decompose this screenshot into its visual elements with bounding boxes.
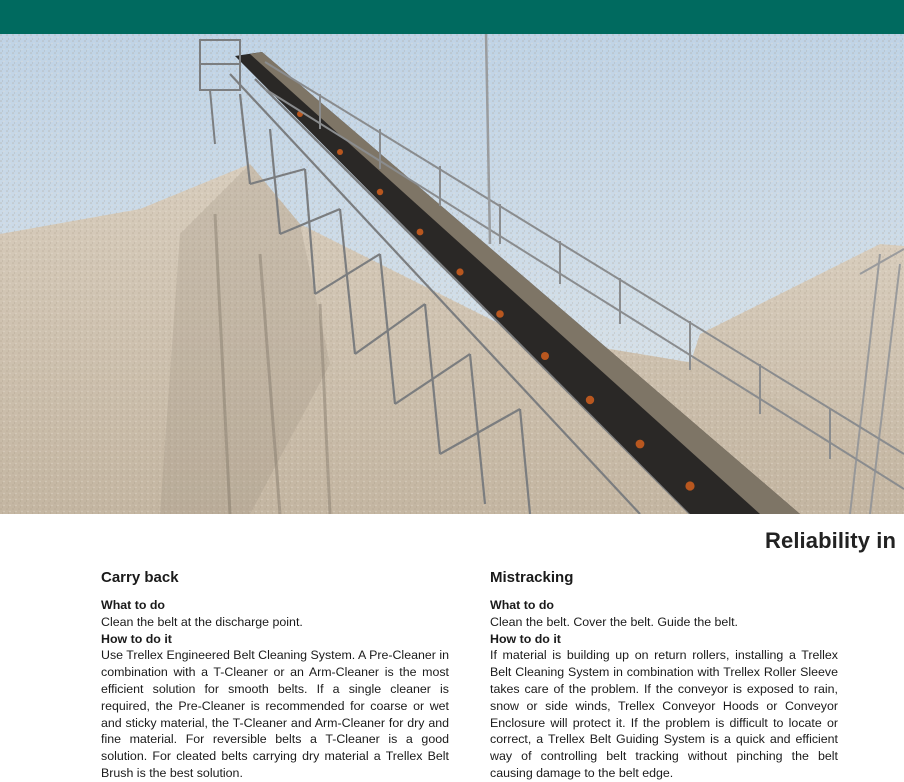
section-title: Carry back (101, 569, 179, 586)
what-to-do-label: What to do (101, 598, 165, 612)
carry-back-section (101, 568, 449, 782)
section-title: Mistracking (490, 569, 574, 586)
top-color-bar (0, 0, 904, 34)
what-to-do-text: Clean the belt. Cover the belt. Guide the belt. (490, 614, 738, 629)
page-headline: Reliability in (765, 528, 896, 553)
mistracking-section (490, 568, 838, 782)
how-to-do-it-text: If material is building up on return rollers, installing a Trellex Belt Cleaning System in combination with Trellex Roller Sleeve takes care of the problem. If the conveyor is exposed to rain, snow or side winds, Trellex Conveyor Hoods or Conveyor Enclosure will protect it. If the problem is difficult to locate or correct, a Trellex Belt Guiding System is a quick and efficient way of controlling belt tracking without pinching the belt causing damage to the belt edge. (490, 648, 838, 780)
how-to-do-it-label: How to do it (490, 631, 561, 646)
conveyor-photo (0, 34, 904, 514)
what-to-do-text: Clean the belt at the discharge point. (101, 614, 303, 629)
how-to-do-it-label: How to do it (101, 631, 172, 646)
what-to-do-label: What to do (490, 598, 554, 612)
how-to-do-it-text: Use Trellex Engineered Belt Cleaning System. A Pre-Cleaner in combination with a T-Cleaner or an Arm-Cleaner is the most efficient solution for smooth belts. If a single cleaner is required, the Pre-Cleaner is recommended for coarse or wet and sticky material, the T-Cleaner and Arm-Cleaner for dry and fine material. For reversible belts a T-Cleaner is a good solution. For cleated belts carrying dry material a Trellex Belt Brush is the best solution. (101, 648, 449, 780)
